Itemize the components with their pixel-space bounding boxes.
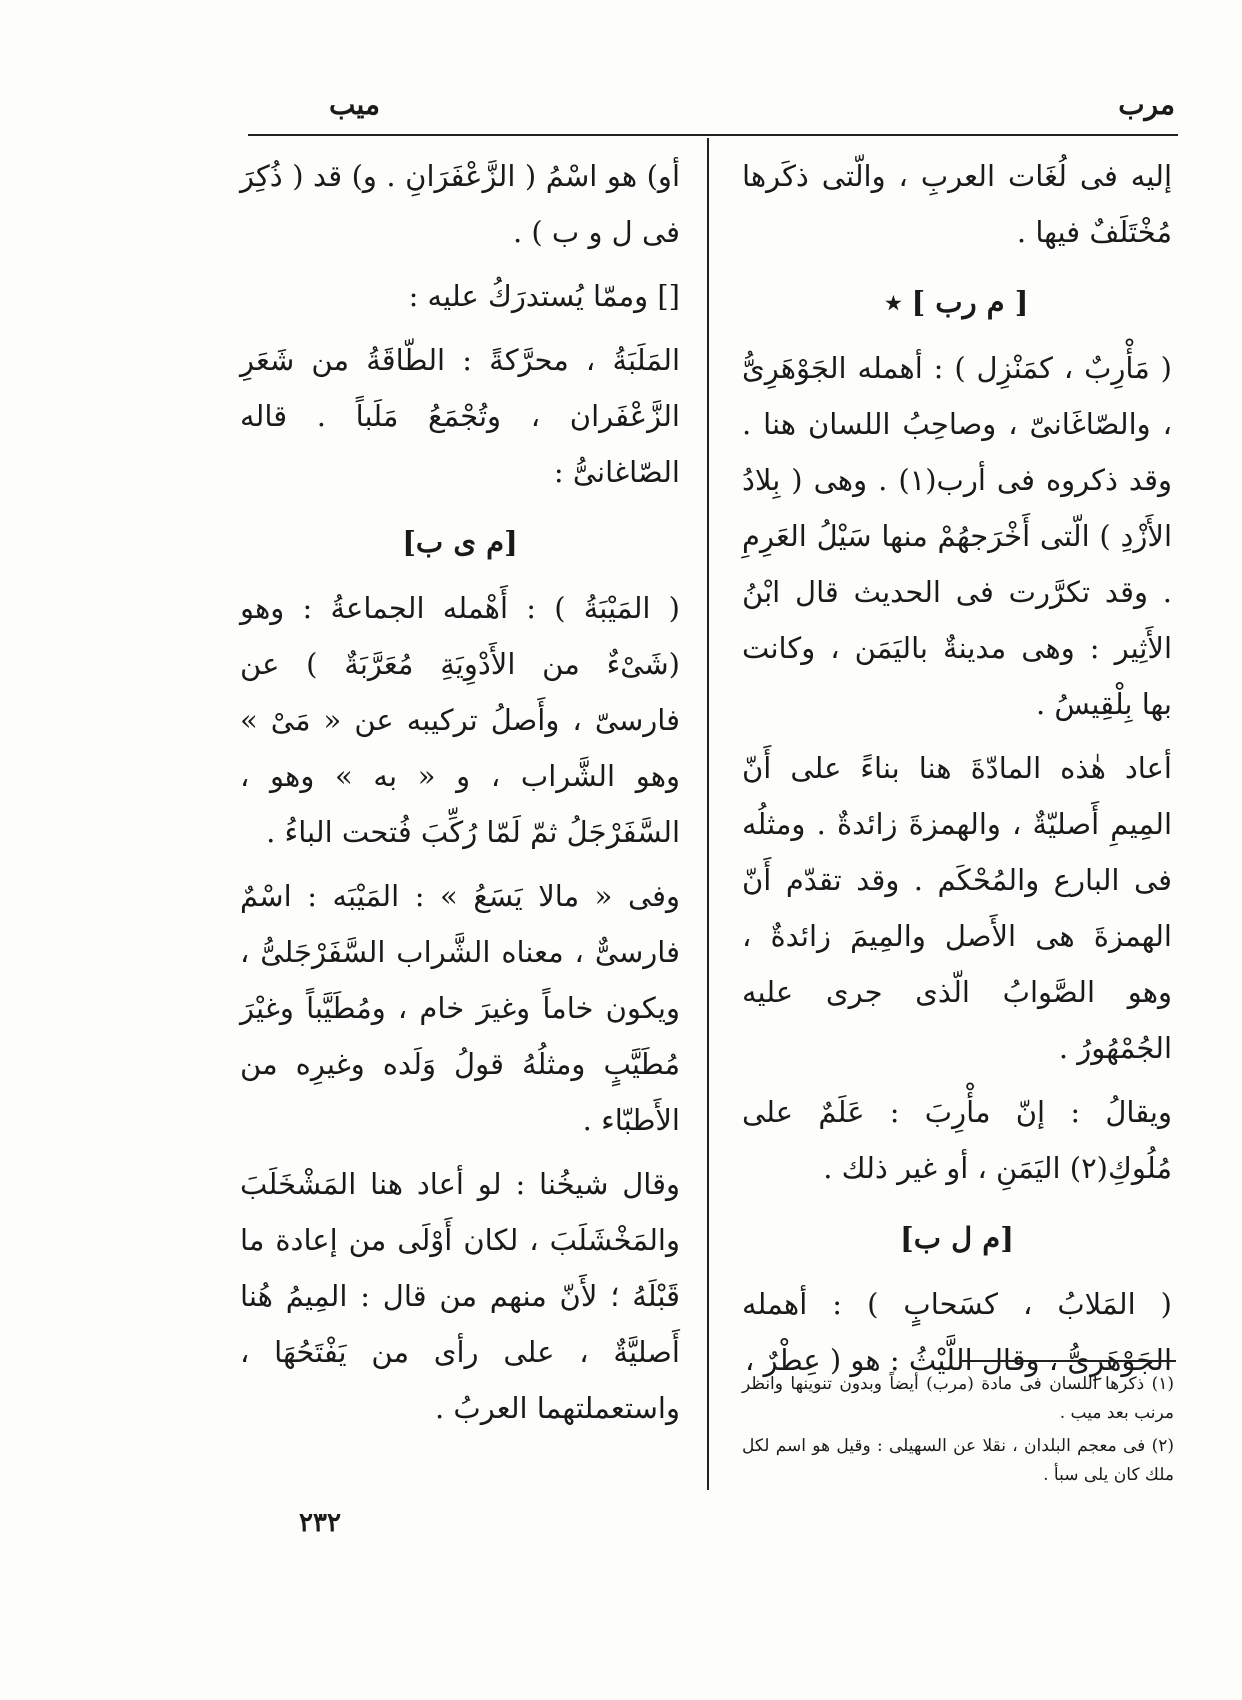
paragraph: المَلَبَةُ ، محرَّكةً : الطّاقَةُ من شَعَرِ الزَّعْفَران ، وتُجْمَعُ مَلَباً . قاله الصّاغانىُّ : bbox=[240, 343, 680, 489]
paragraph: أو) هو اسْمُ ( الزَّعْفَرَانِ . و) قد ( ذُكِرَ فى ل و ب ) . bbox=[240, 159, 680, 249]
column-divider bbox=[707, 138, 709, 1490]
page-number: ٢٣٢ bbox=[299, 1508, 341, 1538]
paragraph: أعاد هٰذه المادّةَ هنا بناءً على أَنّ المِيمِ أَصليّةٌ ، والهمزةَ زائدةٌ . ومثلُه فى البارع والمُحْكَم . وقد تقدّم أَنّ الهمزةَ هى الأَصل والمِيمَ زائدةٌ ، وهو الصَّوابُ الّذى جرى عليه الجُمْهُورُ . bbox=[742, 751, 1172, 1065]
paragraph: وقال شيخُنا : لو أعاد هنا المَشْخَلَبَ والمَخْشَلَبَ ، لكان أَوْلَى من إعادة ما قَبْلَهُ ؛ لأَنّ منهم من قال : المِيمُ هُنا أَصليَّةٌ ، على رأى من يَفْتَحُهَا ، واستعملتهما العربُ . bbox=[240, 1167, 680, 1425]
footnote: (٢) فى معجم البلدان ، نقلا عن السهيلى : وقيل هو اسم لكل ملك كان يلى سبأ . bbox=[742, 1436, 1174, 1485]
paragraph: ( المَلابُ ، كسَحابٍ ) : أهمله الجَوْهَرِىُّ ، وقال اللَّيْثُ : هو ( عِطْرٌ ، bbox=[742, 1287, 1172, 1377]
right-column bbox=[742, 148, 1172, 1396]
entry-heading: [ م رب ] ٭ bbox=[885, 285, 1029, 319]
footnote: (١) ذكرها اللسان فى مادة (مرب) أيضاً وبدون تنوينها وانظر مرنب بعد ميب . bbox=[742, 1374, 1174, 1423]
paragraph: ( المَيْبَةُ ) : أَهْمله الجماعةُ : وهو (شَىْءٌ من الأَدْوِيَةِ مُعَرَّبَةٌ ) عن فارسىّ ، وأَصلُ تركيبه عن « مَىْ » وهو الشَّراب ، و « به » وهو ، السَّفَرْجَلُ ثمّ لَمّا رُكِّبَ فُتحت الباءُ . bbox=[240, 591, 680, 849]
paragraph: ( مَأْرِبٌ ، كمَنْزِل ) : أهمله الجَوْهَرِىُّ ، والصّاغَانىّ ، وصاحِبُ اللسان هنا . وقد ذكروه فى أرب(١) . وهى ( بِلادُ الأَزْدِ ) الّتى أَخْرَجهُمْ منها سَيْلُ العَرِمِ . وقد تكرَّرت فى الحديث قال ابْنُ الأَثِير : وهى مدينةٌ باليَمَن ، وكانت بها بِلْقِيسُ . bbox=[742, 351, 1172, 721]
footnotes bbox=[742, 1370, 1174, 1494]
paragraph: وفى « مالا يَسَعُ » : المَيْبَه : اسْمٌ فارسىٌّ ، معناه الشَّراب السَّفَرْجَلىُّ ، ويكون خاماً وغيرَ خام ، ومُطَيَّباً وغيْرَ مُطَيَّبٍ ومثلُهُ قولُ وَلَده وغيرِه من الأَطبّاء . bbox=[240, 879, 680, 1137]
entry-heading: [م ى ب] bbox=[402, 525, 518, 559]
header-rule bbox=[248, 134, 1178, 136]
running-head-left: ميب bbox=[329, 88, 380, 121]
paragraph: ويقالُ : إنّ مأْرِبَ : عَلَمٌ على مُلُوكِ(٢) اليَمَنِ ، أو غير ذلك . bbox=[742, 1095, 1172, 1185]
entry-heading: [م ل ب] bbox=[900, 1221, 1014, 1255]
footnote-rule bbox=[962, 1360, 1176, 1362]
left-column bbox=[240, 148, 680, 1444]
running-head-right: مرب bbox=[1118, 88, 1175, 121]
paragraph: إليه فى لُغَات العربِ ، والّتى ذكَرها مُخْتَلَفٌ فيها . bbox=[742, 159, 1172, 249]
paragraph: [] وممّا يُستدرَكُ عليه : bbox=[408, 279, 680, 313]
